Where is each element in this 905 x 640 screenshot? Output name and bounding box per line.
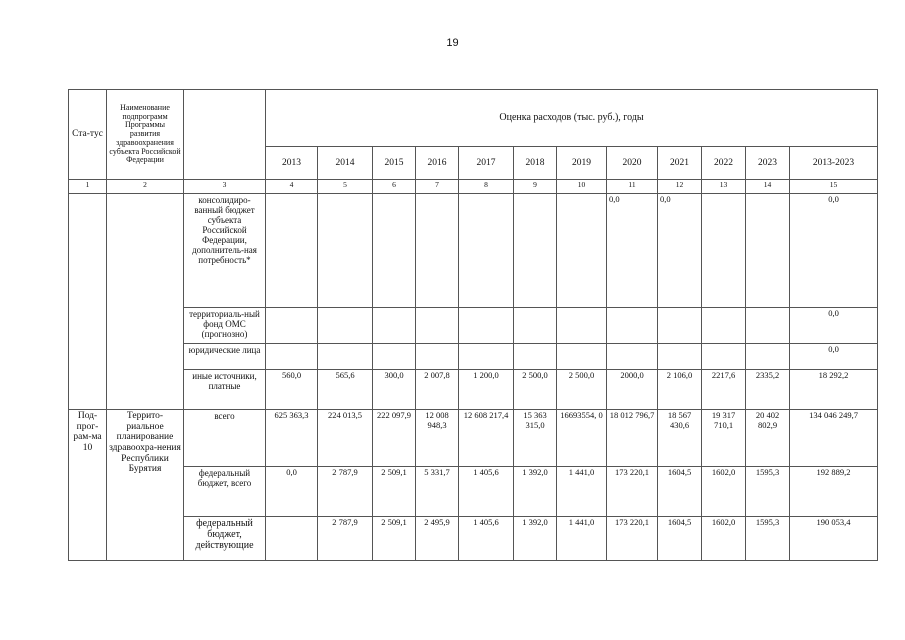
- value-cell: 190 053,4: [790, 517, 878, 561]
- value-cell: [607, 308, 658, 344]
- column-number: 6: [373, 180, 416, 194]
- value-cell: 2 007,8: [416, 370, 459, 410]
- header-status: Ста-тус: [69, 90, 107, 180]
- value-cell: 1595,3: [746, 467, 790, 517]
- table-row: [69, 467, 878, 517]
- table-row: [69, 344, 878, 370]
- value-cell: 1604,5: [658, 517, 702, 561]
- value-cell: 2 500,0: [514, 370, 557, 410]
- value-cell: 2 106,0: [658, 370, 702, 410]
- funding-source: иные источники, платные: [184, 370, 266, 410]
- value-cell: 2217,6: [702, 370, 746, 410]
- value-cell: [514, 194, 557, 308]
- header-year: 2022: [702, 147, 746, 180]
- value-cell: 2 787,9: [318, 517, 373, 561]
- value-cell: 192 889,2: [790, 467, 878, 517]
- value-cell: 2 509,1: [373, 517, 416, 561]
- value-cell: [702, 344, 746, 370]
- value-cell: 18 292,2: [790, 370, 878, 410]
- value-cell: 565,6: [318, 370, 373, 410]
- value-cell: 134 046 249,7: [790, 410, 878, 467]
- header-source: [184, 90, 266, 180]
- column-number: 14: [746, 180, 790, 194]
- header-year: 2018: [514, 147, 557, 180]
- column-number: 10: [557, 180, 607, 194]
- value-cell: 18 012 796,7: [607, 410, 658, 467]
- header-year: 2021: [658, 147, 702, 180]
- value-cell: 1 392,0: [514, 517, 557, 561]
- value-cell: 1 405,6: [459, 517, 514, 561]
- value-cell: 1 441,0: [557, 517, 607, 561]
- value-cell: 0,0: [607, 194, 658, 308]
- value-cell: [557, 344, 607, 370]
- header-year: 2020: [607, 147, 658, 180]
- value-cell: 222 097,9: [373, 410, 416, 467]
- header-year: 2017: [459, 147, 514, 180]
- column-number: 11: [607, 180, 658, 194]
- value-cell: 0,0: [790, 344, 878, 370]
- status-cell-continued: [69, 194, 107, 410]
- value-cell: 1595,3: [746, 517, 790, 561]
- value-cell: 15 363 315,0: [514, 410, 557, 467]
- value-cell: [459, 194, 514, 308]
- value-cell: 1 441,0: [557, 467, 607, 517]
- value-cell: [416, 194, 459, 308]
- value-cell: 1 200,0: [459, 370, 514, 410]
- table-row: [69, 370, 878, 410]
- value-cell: [514, 308, 557, 344]
- value-cell: 2000,0: [607, 370, 658, 410]
- value-cell: [318, 344, 373, 370]
- header-subprogram-name: Наименование подпрограмм Программы развития здравоохранения субъекта Российской Федерации: [107, 90, 184, 180]
- value-cell: 20 402 802,9: [746, 410, 790, 467]
- table-row: [69, 517, 878, 561]
- value-cell: [459, 344, 514, 370]
- value-cell: [557, 308, 607, 344]
- value-cell: 16693554, 0: [557, 410, 607, 467]
- value-cell: [416, 344, 459, 370]
- value-cell: [459, 308, 514, 344]
- value-cell: [373, 344, 416, 370]
- column-number: 5: [318, 180, 373, 194]
- subprogram-status: Под-прог-рам-ма 10: [69, 410, 107, 561]
- value-cell: 2 495,9: [416, 517, 459, 561]
- value-cell: 2 509,1: [373, 467, 416, 517]
- value-cell: 2 787,9: [318, 467, 373, 517]
- value-cell: 560,0: [266, 370, 318, 410]
- table-row: [69, 308, 878, 344]
- value-cell: [746, 194, 790, 308]
- column-number: 4: [266, 180, 318, 194]
- value-cell: 0,0: [790, 308, 878, 344]
- column-number: 13: [702, 180, 746, 194]
- value-cell: 2 500,0: [557, 370, 607, 410]
- value-cell: 12 008 948,3: [416, 410, 459, 467]
- header-year: 2013: [266, 147, 318, 180]
- table-row: [69, 410, 878, 467]
- header-year: 2016: [416, 147, 459, 180]
- value-cell: [373, 194, 416, 308]
- column-number: 2: [107, 180, 184, 194]
- funding-source: территориаль-ный фонд ОМС (прогнозно): [184, 308, 266, 344]
- header-estimate: Оценка расходов (тыс. руб.), годы: [266, 90, 878, 147]
- value-cell: 1602,0: [702, 517, 746, 561]
- value-cell: [266, 308, 318, 344]
- column-number: 9: [514, 180, 557, 194]
- value-cell: [373, 308, 416, 344]
- value-cell: 173 220,1: [607, 517, 658, 561]
- value-cell: [514, 344, 557, 370]
- column-number: 3: [184, 180, 266, 194]
- value-cell: 18 567 430,6: [658, 410, 702, 467]
- header-year: 2019: [557, 147, 607, 180]
- value-cell: 0,0: [266, 467, 318, 517]
- column-number: 12: [658, 180, 702, 194]
- funding-source: федеральный бюджет, действующие: [184, 517, 266, 561]
- value-cell: [746, 308, 790, 344]
- value-cell: 1 405,6: [459, 467, 514, 517]
- value-cell: 625 363,3: [266, 410, 318, 467]
- value-cell: 1 392,0: [514, 467, 557, 517]
- header-year: 2013-2023: [790, 147, 878, 180]
- header-year: 2015: [373, 147, 416, 180]
- value-cell: [557, 194, 607, 308]
- value-cell: [266, 517, 318, 561]
- column-number: 7: [416, 180, 459, 194]
- page-number: 19: [446, 37, 459, 49]
- column-number: 8: [459, 180, 514, 194]
- budget-table: [68, 89, 878, 561]
- value-cell: 1602,0: [702, 467, 746, 517]
- header-year: 2014: [318, 147, 373, 180]
- funding-source: всего: [184, 410, 266, 467]
- name-cell-continued: [107, 194, 184, 410]
- value-cell: [318, 308, 373, 344]
- table-row: [69, 194, 878, 308]
- value-cell: [702, 308, 746, 344]
- value-cell: 5 331,7: [416, 467, 459, 517]
- value-cell: [658, 308, 702, 344]
- column-number: 1: [69, 180, 107, 194]
- value-cell: [746, 344, 790, 370]
- column-number: 15: [790, 180, 878, 194]
- funding-source: юридические лица: [184, 344, 266, 370]
- value-cell: [702, 194, 746, 308]
- value-cell: [266, 344, 318, 370]
- header-year: 2023: [746, 147, 790, 180]
- value-cell: 19 317 710,1: [702, 410, 746, 467]
- value-cell: 12 608 217,4: [459, 410, 514, 467]
- value-cell: [416, 308, 459, 344]
- value-cell: 0,0: [658, 194, 702, 308]
- value-cell: [266, 194, 318, 308]
- value-cell: [607, 344, 658, 370]
- value-cell: 1604,5: [658, 467, 702, 517]
- value-cell: 173 220,1: [607, 467, 658, 517]
- value-cell: 2335,2: [746, 370, 790, 410]
- value-cell: 0,0: [790, 194, 878, 308]
- value-cell: [658, 344, 702, 370]
- subprogram-name: Террито-риальное планирование здравоохра-нения Республики Бурятия: [107, 410, 184, 561]
- funding-source: федеральный бюджет, всего: [184, 467, 266, 517]
- funding-source: консолидиро-ванный бюджет субъекта Российской Федерации, дополнитель-ная потребность*: [184, 194, 266, 308]
- value-cell: 300,0: [373, 370, 416, 410]
- value-cell: [318, 194, 373, 308]
- value-cell: 224 013,5: [318, 410, 373, 467]
